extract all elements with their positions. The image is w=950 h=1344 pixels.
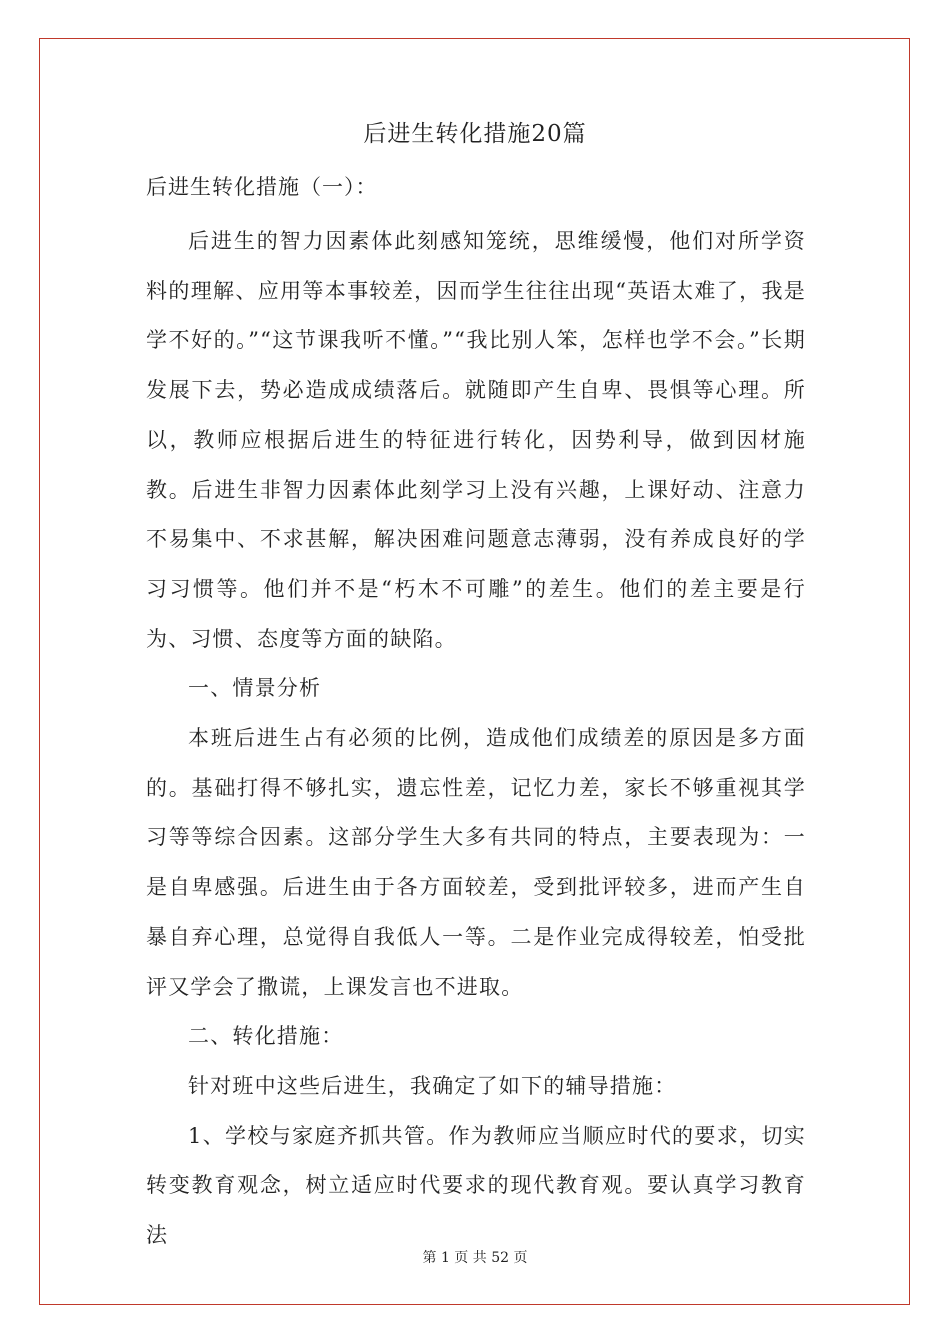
paragraph-heading-situation: 一、情景分析 xyxy=(188,676,322,701)
document-body xyxy=(146,217,806,1261)
paragraph-heading-measures: 二、转化措施： xyxy=(188,1024,344,1049)
section-heading: 后进生转化措施（一）： xyxy=(146,175,378,199)
paragraph-measures-intro: 针对班中这些后进生，我确定了如下的辅导措施： xyxy=(188,1073,677,1098)
page-footer: 第 1 页 共 52 页 xyxy=(422,1250,528,1266)
paragraph-situation: 本班后进生占有必须的比例，造成他们成绩差的原因是多方面的。基础打得不够扎实，遗忘性差，记忆力差，家长不够重视其学习等等综合因素。这部分学生大多有共同的特点，主要表现为：一是自卑感强。后进生由于各方面较差，受到批评较多，进而产生自暴自弃心理，总觉得自我低人一等。二是作业完成得较差，怕受批评又学会了撒谎，上课发言也不进取。 xyxy=(146,726,806,999)
paragraph-intro: 后进生的智力因素体此刻感知笼统，思维缓慢，他们对所学资料的理解、应用等本事较差，因而学生往往出现“英语太难了，我是学不好的。”“这节课我听不懂。”“我比别人笨，怎样也学不会。”长期发展下去，势必造成成绩落后。就随即产生自卑、畏惧等心理。所以，教师应根据后进生的特征进行转化，因势利导，做到因材施教。后进生非智力因素体此刻学习上没有兴趣，上课好动、注意力不易集中、不求甚解，解决困难问题意志薄弱，没有养成良好的学习习惯等。他们并不是“朽木不可雕”的差生。他们的差主要是行为、习惯、态度等方面的缺陷。 xyxy=(146,229,806,651)
paragraph-measure-1: 1、学校与家庭齐抓共管。作为教师应当顺应时代的要求，切实转变教育观念，树立适应时代要求的现代教育观。要认真学习教育法 xyxy=(146,1123,806,1248)
document-title: 后进生转化措施20篇 xyxy=(363,121,587,147)
